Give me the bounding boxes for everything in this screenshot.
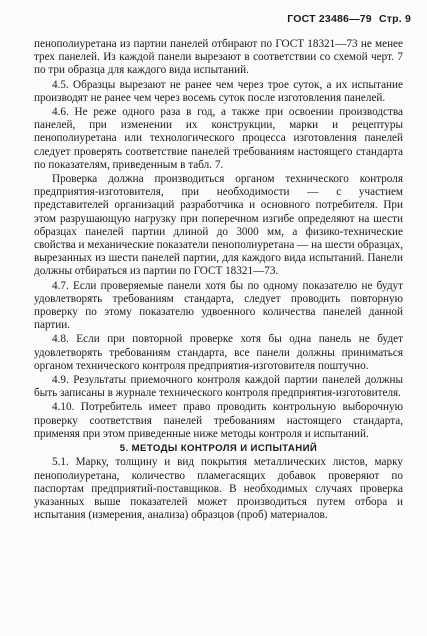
paragraph: 4.7. Если проверяемые панели хотя бы по одному показателю не будут удовлетворять требованиям стандарта, следует проводить повторную проверку по этому показателю удвоенного количества панелей данной партии. <box>34 279 403 332</box>
paragraph: 4.9. Результаты приемочного контроля каждой партии панелей должны быть записаны в журнале технического контроля предприятия-изготовителя. <box>34 374 403 400</box>
paragraph: 4.5. Образцы вырезают не ранее чем через трое суток, а их испытание производят не ранее чем через восемь суток после изготовления панелей. <box>34 78 403 104</box>
standard-number: ГОСТ 23486—79 <box>287 13 372 25</box>
paragraph: пенополиуретана из партии панелей отбирают по ГОСТ 18321—73 не менее трех панелей. Из каждой панели вырезают в соответствии со схемой черт. 7 по три образца для каждого вида испытаний. <box>34 38 403 77</box>
paragraph: Проверка должна производиться органом технического контроля предприятия-изготовителя, при необходимости — с участием представителей организаций разработчика и основного потребителя. При этом разрушающую нагрузку при поперечном изгибе определяют на шести образцах панелей партии длиной до 3000 мм, а физико-технические свойства и механические показатели пенополиуретана — на шести образцах, вырезанных из шести панелей партии, для каждого вида испытаний. Панели должны отбираться из партии по ГОСТ 18321—73. <box>34 173 403 278</box>
paragraph: 4.10. Потребитель имеет право проводить контрольную выборочную проверку соответствия панелей требованиям настоящего стандарта, применяя при этом приведенные ниже методы контроля и испытаний. <box>34 401 403 440</box>
page-number: Стр. 9 <box>378 13 411 25</box>
paragraph: 4.6. Не реже одного раза в год, а также при освоении производства панелей, при изменении их конструкции, марки и рецептуры пенополиуретана или технологического процесса изготовления панелей следует проверять соответствие панелей требованиям настоящего стандарта по показателям, приведенным в табл. 7. <box>34 106 403 171</box>
paragraph: 5.1. Марку, толщину и вид покрытия металлических листов, марку пенополиуретана, количество пламегасящих добавок проверяют по паспортам предприятий-поставщиков. В необходимых случаях проверка указанных выше показателей может производиться путем отбора и испытания (измерения, анализа) образцов (проб) материалов. <box>34 456 403 522</box>
page-header <box>283 13 411 25</box>
body-text <box>34 38 403 523</box>
section-heading: 5. МЕТОДЫ КОНТРОЛЯ И ИСПЫТАНИЙ <box>119 443 318 455</box>
paragraph: 4.8. Если при повторной проверке хотя бы одна панель не будет удовлетворять требованиям стандарта, все панели должны приниматься органом технического контроля предприятия-изготовителя поштучно. <box>34 333 403 372</box>
